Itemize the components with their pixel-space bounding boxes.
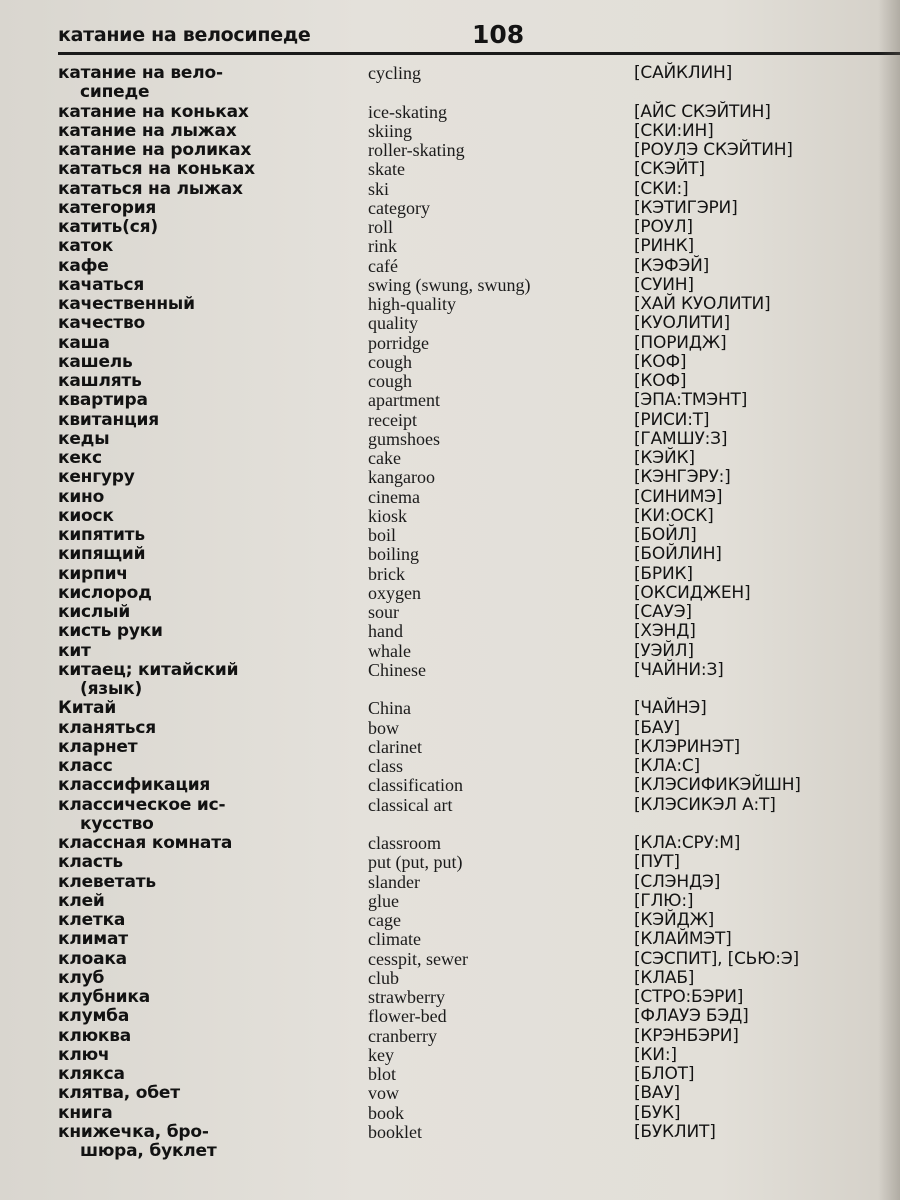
english-translation: brick: [368, 563, 405, 584]
headword-line: катить(ся): [58, 217, 158, 237]
headword: [58, 218, 358, 237]
dictionary-entry: [58, 1046, 900, 1065]
transcription: [КЛЭРИНЭТ]: [634, 736, 740, 757]
headword-line: книга: [58, 1102, 113, 1123]
english-translation: key: [368, 1044, 394, 1065]
transcription: [СЛЭНДЭ]: [634, 871, 721, 892]
dictionary-entry: [58, 488, 900, 507]
headword-line: кекс: [58, 448, 102, 468]
dictionary-entry: [58, 738, 900, 757]
dictionary-entry: [58, 969, 900, 988]
english-translation: strawberry: [368, 987, 445, 1007]
transcription: [КЛА:С]: [634, 756, 700, 776]
transcription: [КЛАЙМЭТ]: [634, 929, 732, 950]
english-translation: cranberry: [368, 1025, 437, 1046]
dictionary-entry: [58, 449, 900, 468]
page-number: 108: [472, 20, 525, 49]
transcription: [КЭТИГЭРИ]: [634, 197, 738, 218]
transcription: [КРЭНБЭРИ]: [634, 1025, 739, 1046]
headword: [58, 642, 358, 661]
english-translation: clarinet: [368, 736, 422, 757]
headword-line: квитанция: [58, 409, 159, 430]
headword-continuation: шюра, буклет: [80, 1141, 217, 1161]
transcription: [ГАМШУ:З]: [634, 428, 728, 449]
transcription: [РОУЛ]: [634, 217, 693, 237]
transcription: [ВАУ]: [634, 1083, 680, 1104]
headword-line: клюква: [58, 1025, 132, 1046]
headword: [58, 565, 358, 584]
dictionary-entry: [58, 892, 900, 911]
headword-line: класть: [58, 852, 123, 873]
headword-continuation: (язык): [80, 679, 143, 699]
dictionary-entry: [58, 661, 900, 700]
english-translation: whale: [368, 640, 411, 661]
running-head: катание на велосипеде: [58, 24, 311, 46]
headword-line: кенгуру: [58, 467, 135, 488]
headword: [58, 237, 358, 256]
headword: [58, 334, 358, 353]
transcription: [КИ:]: [634, 1044, 677, 1065]
dictionary-entry: [58, 757, 900, 776]
english-translation: Chinese: [368, 659, 426, 680]
headword: [58, 276, 358, 295]
transcription: [КЛА:СРУ:М]: [634, 833, 741, 853]
transcription: [КЭФЭЙ]: [634, 255, 710, 276]
headword-line: климат: [58, 929, 128, 950]
english-translation: ice-skating: [368, 101, 447, 122]
headword: [58, 1027, 358, 1046]
english-translation: cough: [368, 371, 412, 391]
headword: [58, 584, 358, 603]
headword: [58, 64, 358, 103]
headword-line: ключ: [58, 1044, 110, 1065]
headword-line: клетка: [58, 910, 126, 930]
transcription: [СКЭЙТ]: [634, 159, 705, 180]
dictionary-entry: [58, 353, 900, 372]
english-translation: bow: [368, 717, 399, 738]
transcription: [РИНК]: [634, 236, 694, 257]
headword: [58, 622, 358, 641]
headword: [58, 988, 358, 1007]
headword-line: катание на коньках: [58, 101, 249, 122]
transcription: [СЭСПИТ], [СЬЮ:Э]: [634, 948, 799, 969]
headword: [58, 969, 358, 988]
english-translation: cesspit, sewer: [368, 948, 468, 969]
dictionary-entry: [58, 1027, 900, 1046]
transcription: [ЭПА:ТМЭНТ]: [634, 390, 748, 411]
english-translation: club: [368, 967, 399, 988]
dictionary-entry: [58, 122, 900, 141]
english-translation: hand: [368, 621, 403, 642]
headword-line: кеды: [58, 428, 110, 449]
headword: [58, 449, 358, 468]
dictionary-entry: [58, 411, 900, 430]
transcription: [КОФ]: [634, 371, 687, 391]
dictionary-entry: [58, 565, 900, 584]
transcription: [КИ:ОСК]: [634, 505, 714, 526]
english-translation: skiing: [368, 120, 413, 141]
headword: [58, 1046, 358, 1065]
headword-line: классификация: [58, 775, 211, 796]
transcription: [САУЭ]: [634, 602, 692, 622]
headword-line: катание на роликах: [58, 140, 252, 160]
english-translation: swing (swung, swung): [368, 274, 531, 295]
english-translation: category: [368, 197, 430, 218]
headword: [58, 796, 358, 835]
dictionary-entry: [58, 314, 900, 333]
headword-line: кит: [58, 640, 91, 661]
headword: [58, 699, 358, 718]
headword: [58, 1065, 358, 1084]
headword: [58, 738, 358, 757]
transcription: [КЛЭСИКЭЛ А:Т]: [634, 794, 776, 815]
dictionary-entry: [58, 199, 900, 218]
headword-line: класс: [58, 756, 113, 776]
english-translation: cinema: [368, 486, 420, 507]
english-translation: porridge: [368, 332, 429, 353]
english-translation: gumshoes: [368, 428, 440, 449]
transcription: [СКИ:]: [634, 178, 689, 199]
transcription: [КЛАБ]: [634, 967, 695, 988]
english-translation: boil: [368, 525, 397, 545]
english-translation: classification: [368, 775, 463, 796]
english-translation: sour: [368, 602, 399, 622]
headword-line: кашлять: [58, 371, 142, 391]
headword-line: клуб: [58, 967, 105, 988]
english-translation: ski: [368, 178, 390, 199]
headword: [58, 719, 358, 738]
headword-line: китаец; китайский: [58, 659, 239, 680]
page-edge-shadow: [878, 0, 900, 1200]
english-translation: quality: [368, 313, 418, 334]
headword-line: клоака: [58, 948, 127, 969]
english-translation: kiosk: [368, 505, 408, 526]
dictionary-entry: [58, 276, 900, 295]
entry-list: [58, 64, 900, 1161]
headword: [58, 1123, 358, 1162]
transcription: [БОЙЛИН]: [634, 544, 722, 565]
english-translation: roll: [368, 217, 393, 237]
headword-line: клякса: [58, 1064, 125, 1084]
headword: [58, 141, 358, 160]
english-translation: café: [368, 255, 398, 276]
headword-line: классическое ис-: [58, 794, 226, 815]
headword-line: классная комната: [58, 833, 233, 853]
headword: [58, 757, 358, 776]
headword: [58, 160, 358, 179]
headword: [58, 1104, 358, 1123]
headword-line: кафе: [58, 255, 109, 276]
dictionary-entry: [58, 930, 900, 949]
dictionary-entry: [58, 622, 900, 641]
english-translation: flower-bed: [368, 1006, 447, 1027]
headword: [58, 314, 358, 333]
dictionary-entry: [58, 218, 900, 237]
dictionary-entry: [58, 180, 900, 199]
headword-line: кислый: [58, 602, 131, 622]
english-translation: apartment: [368, 390, 440, 411]
dictionary-entry: [58, 1065, 900, 1084]
headword-line: кипятить: [58, 525, 145, 545]
headword-continuation: кусство: [80, 813, 154, 834]
headword-line: категория: [58, 197, 157, 218]
headword-line: клей: [58, 890, 105, 911]
dictionary-entry: [58, 507, 900, 526]
headword-line: катание на лыжах: [58, 120, 237, 141]
headword-continuation: сипеде: [80, 82, 150, 103]
headword: [58, 180, 358, 199]
transcription: [БЛОТ]: [634, 1064, 695, 1084]
header-rule: [58, 52, 900, 55]
headword-line: Китай: [58, 698, 117, 719]
transcription: [САЙКЛИН]: [634, 63, 733, 83]
dictionary-entry: [58, 372, 900, 391]
headword-line: кипящий: [58, 544, 146, 565]
transcription: [БОЙЛ]: [634, 525, 697, 545]
english-translation: classical art: [368, 794, 453, 815]
dictionary-entry: [58, 642, 900, 661]
transcription: [СТРО:БЭРИ]: [634, 987, 744, 1007]
english-translation: rink: [368, 236, 397, 257]
headword: [58, 257, 358, 276]
headword: [58, 661, 358, 700]
transcription: [КЛЭСИФИКЭЙШН]: [634, 775, 801, 796]
headword: [58, 776, 358, 795]
headword: [58, 507, 358, 526]
headword-line: кисть руки: [58, 621, 163, 642]
english-translation: cage: [368, 910, 401, 930]
english-translation: climate: [368, 929, 421, 950]
headword-line: квартира: [58, 390, 148, 411]
english-translation: roller-skating: [368, 140, 465, 160]
transcription: [ХЭНД]: [634, 621, 696, 642]
english-translation: oxygen: [368, 582, 421, 603]
english-translation: blot: [368, 1064, 397, 1084]
transcription: [ФЛАУЭ БЭД]: [634, 1006, 749, 1027]
headword: [58, 411, 358, 430]
transcription: [КЭНГЭРУ:]: [634, 467, 731, 488]
dictionary-entry: [58, 584, 900, 603]
dictionary-entry: [58, 468, 900, 487]
headword: [58, 122, 358, 141]
english-translation: high-quality: [368, 294, 456, 314]
english-translation: class: [368, 756, 403, 776]
headword-line: качаться: [58, 274, 145, 295]
transcription: [ЧАЙНИ:З]: [634, 659, 724, 680]
transcription: [ГЛЮ:]: [634, 890, 694, 911]
dictionary-entry: [58, 545, 900, 564]
transcription: [УЭЙЛ]: [634, 640, 694, 661]
headword-line: киоск: [58, 505, 114, 526]
headword-line: кашель: [58, 351, 133, 372]
headword-line: кирпич: [58, 563, 128, 584]
transcription: [ПУТ]: [634, 852, 680, 873]
transcription: [РИСИ:Т]: [634, 409, 710, 430]
dictionary-entry: [58, 1007, 900, 1026]
transcription: [КЭЙК]: [634, 448, 695, 468]
headword: [58, 911, 358, 930]
dictionary-entry: [58, 334, 900, 353]
dictionary-entry: [58, 141, 900, 160]
headword: [58, 834, 358, 853]
transcription: [КУОЛИТИ]: [634, 313, 730, 334]
dictionary-entry: [58, 1104, 900, 1123]
english-translation: cycling: [368, 63, 421, 83]
transcription: [ОКСИДЖЕН]: [634, 582, 751, 603]
transcription: [ХАЙ КУОЛИТИ]: [634, 294, 771, 314]
headword: [58, 488, 358, 507]
dictionary-entry: [58, 103, 900, 122]
headword-line: кислород: [58, 582, 152, 603]
headword: [58, 391, 358, 410]
dictionary-entry: [58, 237, 900, 256]
english-translation: booklet: [368, 1121, 422, 1142]
headword-line: кланяться: [58, 717, 156, 738]
dictionary-entry: [58, 719, 900, 738]
transcription: [РОУЛЭ СКЭЙТИН]: [634, 140, 793, 160]
transcription: [БАУ]: [634, 717, 680, 738]
headword-line: качество: [58, 313, 145, 334]
headword-line: клубника: [58, 987, 151, 1007]
headword: [58, 892, 358, 911]
headword: [58, 1007, 358, 1026]
dictionary-entry: [58, 950, 900, 969]
dictionary-entry: [58, 64, 900, 103]
headword-line: катание на вело-: [58, 63, 223, 83]
english-translation: boiling: [368, 544, 420, 565]
headword: [58, 873, 358, 892]
headword-line: каша: [58, 332, 110, 353]
dictionary-entry: [58, 1084, 900, 1103]
transcription: [СУИН]: [634, 274, 694, 295]
headword: [58, 468, 358, 487]
headword: [58, 545, 358, 564]
english-translation: cake: [368, 448, 401, 468]
headword: [58, 372, 358, 391]
headword-line: кино: [58, 486, 105, 507]
english-translation: book: [368, 1102, 404, 1123]
page-header: [58, 20, 900, 54]
headword: [58, 603, 358, 622]
dictionary-entry: [58, 430, 900, 449]
dictionary-entry: [58, 526, 900, 545]
dictionary-entry: [58, 699, 900, 718]
english-translation: cough: [368, 351, 412, 372]
headword: [58, 853, 358, 872]
english-translation: receipt: [368, 409, 417, 430]
headword-line: качественный: [58, 294, 195, 314]
headword-line: клумба: [58, 1006, 130, 1027]
headword-line: каток: [58, 236, 114, 257]
headword-line: кататься на коньках: [58, 159, 255, 180]
dictionary-entry: [58, 1123, 900, 1162]
headword: [58, 930, 358, 949]
headword-line: клятва, обет: [58, 1083, 180, 1104]
dictionary-entry: [58, 834, 900, 853]
dictionary-entry: [58, 911, 900, 930]
dictionary-entry: [58, 257, 900, 276]
transcription: [БРИК]: [634, 563, 693, 584]
headword-line: клеветать: [58, 871, 156, 892]
dictionary-entry: [58, 873, 900, 892]
transcription: [БУКЛИТ]: [634, 1121, 716, 1142]
headword: [58, 1084, 358, 1103]
dictionary-entry: [58, 391, 900, 410]
transcription: [СИНИМЭ]: [634, 486, 723, 507]
english-translation: classroom: [368, 833, 441, 853]
transcription: [БУК]: [634, 1102, 681, 1123]
transcription: [АЙС СКЭЙТИН]: [634, 101, 771, 122]
transcription: [КЭЙДЖ]: [634, 910, 715, 930]
headword: [58, 295, 358, 314]
dictionary-entry: [58, 988, 900, 1007]
headword: [58, 199, 358, 218]
headword-line: кататься на лыжах: [58, 178, 243, 199]
transcription: [ЧАЙНЭ]: [634, 698, 707, 719]
headword: [58, 430, 358, 449]
english-translation: put (put, put): [368, 852, 463, 873]
dictionary-entry: [58, 160, 900, 179]
english-translation: glue: [368, 890, 399, 911]
dictionary-entry: [58, 796, 900, 835]
dictionary-entry: [58, 776, 900, 795]
english-translation: China: [368, 698, 411, 719]
dictionary-entry: [58, 603, 900, 622]
headword: [58, 103, 358, 122]
english-translation: skate: [368, 159, 405, 180]
headword: [58, 526, 358, 545]
dictionary-entry: [58, 853, 900, 872]
english-translation: vow: [368, 1083, 399, 1104]
dictionary-entry: [58, 295, 900, 314]
english-translation: slander: [368, 871, 420, 892]
transcription: [ПОРИДЖ]: [634, 332, 727, 353]
english-translation: kangaroo: [368, 467, 435, 488]
headword: [58, 353, 358, 372]
transcription: [КОФ]: [634, 351, 687, 372]
transcription: [СКИ:ИН]: [634, 120, 714, 141]
headword-line: книжечка, бро-: [58, 1121, 209, 1142]
headword: [58, 950, 358, 969]
headword-line: кларнет: [58, 736, 138, 757]
